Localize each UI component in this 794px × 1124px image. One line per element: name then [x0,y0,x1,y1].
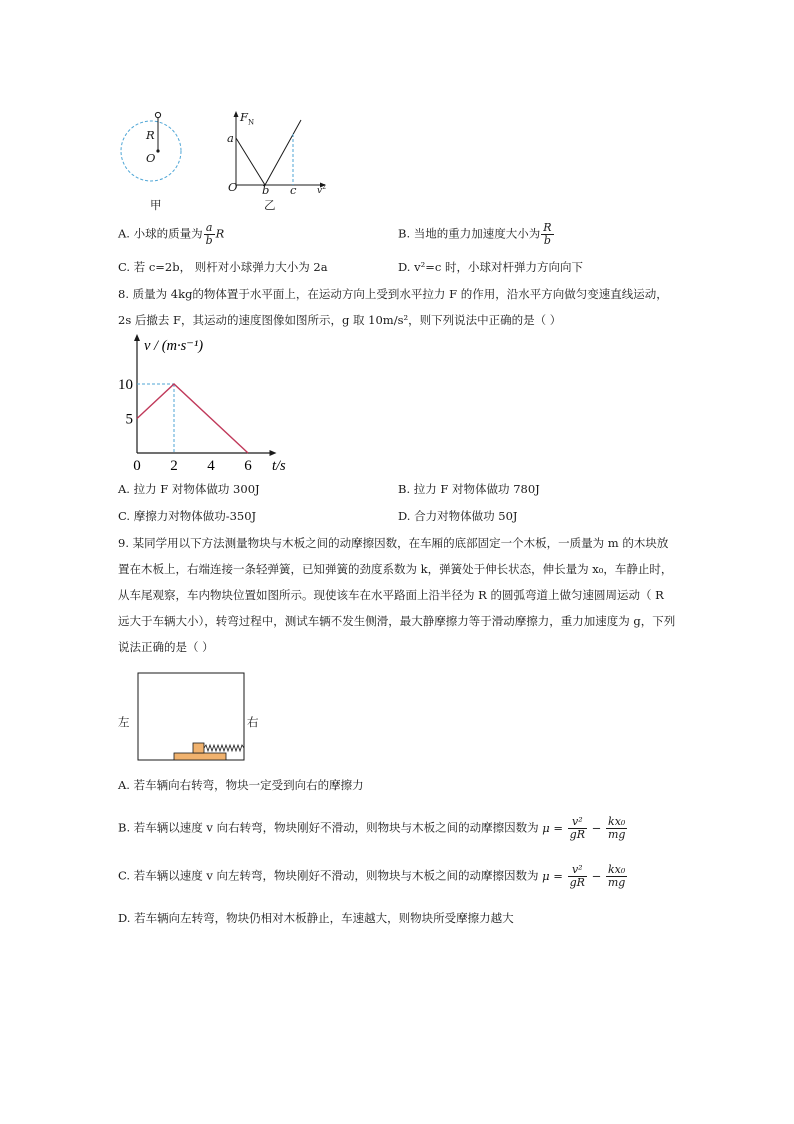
q9-option-C: C. 若车辆以速度 v 向左转弯，物块刚好不滑动，则物块与木板之间的动摩擦因数为 μ = $\frac{\text{v²}}{gR}$ − $\frac{\text{kx₀}}{mg}$ [118,864,628,889]
velocity-series-line [137,384,248,453]
q7-option-A: A. 小球的质量为 $\frac{a}{b}$ R [118,221,225,247]
q8-option-C: C. 摩擦力对物体做功-350J [118,509,257,523]
ball [155,112,160,117]
q7-option-D: D. v²=c 时，小球对杆弹力方向向下 [398,260,583,274]
y-tick-5: 5 [125,411,133,428]
mu-formula-B: μ = $\frac{\text{v²}}{gR}$ − $\frac{\text{kx₀}}{mg}$ [542,815,626,841]
fraction-a-over-b: $\frac{a}{b}$ [205,221,213,247]
caption-yi: 乙 [264,198,276,212]
q7-option-B: B. 当地的重力加速度大小为 $\frac{R}{b}$ [398,221,552,247]
q8-option-A: A. 拉力 F 对物体做功 300J [118,482,260,496]
label-a: a [227,131,234,145]
label-FN: $F_N$ [240,110,255,127]
q9-option-D: D. 若车辆向左转弯，物块仍相对木板静止，车速越大，则物块所受摩擦力越大 [118,911,514,925]
x-axis-arrow [270,450,277,456]
y-axis-label: v / (m·s⁻¹) [144,338,204,354]
x-tick-2: 2 [170,458,178,474]
q9-option-A: A. 若车辆向右转弯，物块一定受到向右的摩擦力 [118,778,364,792]
label-c: c [290,183,297,197]
block [193,743,204,753]
q8-stem-line1: 8. 质量为 4kg的物体置于水平面上，在运动方向上受到水平拉力 F 的作用，沿水平方向做匀变速直线运动， [118,287,668,301]
yi-y-arrow [234,111,239,117]
fraction-R-over-b: $\frac{R}{b}$ [543,221,552,247]
label-b: b [262,183,270,197]
q9-car-diagram [130,668,255,768]
x-tick-4: 4 [207,458,215,474]
label-origin: O [228,180,238,194]
pivot [156,149,159,152]
label-v2: $v^2$ [317,184,326,196]
q8-velocity-chart [112,332,302,474]
figure-jia [110,105,190,195]
caption-jia: 甲 [150,198,162,212]
q8-stem-line2: 2s 后撤去 F，其运动的速度图像如图所示，g 取 10m/s²，则下列说法中正确的是（ ） [118,313,562,327]
y-tick-10: 10 [118,377,133,393]
label-right: 右 [247,715,259,729]
q8-option-D: D. 合力对物体做功 50J [398,509,518,523]
mu-formula-C: μ = $\frac{\text{v²}}{gR}$ − $\frac{\text{kx₀}}{mg}$ [542,863,626,889]
x-tick-6: 6 [244,458,252,474]
label-O: O [146,151,156,165]
q7-option-C: C. 若 c=2b， 则杆对小球弹力大小为 2a [118,260,328,274]
wooden-board [174,753,226,760]
q9-stem: 9. 某同学用以下方法测量物块与木板之间的动摩擦因数，在车厢的底部固定一个木板，一质量为 m 的木块放置在木板上，右端连接一条轻弹簧，已知弹簧的劲度系数为 k，弹簧处于伸长状态，伸长量为 x₀，车静止时，从车尾观察，车内物块位置如图所示。现使该车在水平路面上沿半径为 R 的圆弧弯道上做匀速圆周运动（ R 远大于车辆大小），转弯过程中，测试车辆不发生侧滑，最大静摩擦力等于滑动摩擦力，重力加速度为 g，下列说法正确的是（ ） [118,536,676,654]
car-box [138,673,244,760]
label-left: 左 [118,715,130,729]
figure-yi [222,108,332,198]
label-R: R [146,128,155,142]
x-tick-0: 0 [133,458,141,474]
y-axis-arrow [134,334,140,341]
q9-option-B: B. 若车辆以速度 v 向右转弯，物块刚好不滑动，则物块与木板之间的动摩擦因数为 μ = $\frac{\text{v²}}{gR}$ − $\frac{\text{kx₀}}{mg}$ [118,816,628,841]
x-axis-label: t/s [272,458,286,474]
q8-option-B: B. 拉力 F 对物体做功 780J [398,482,540,496]
